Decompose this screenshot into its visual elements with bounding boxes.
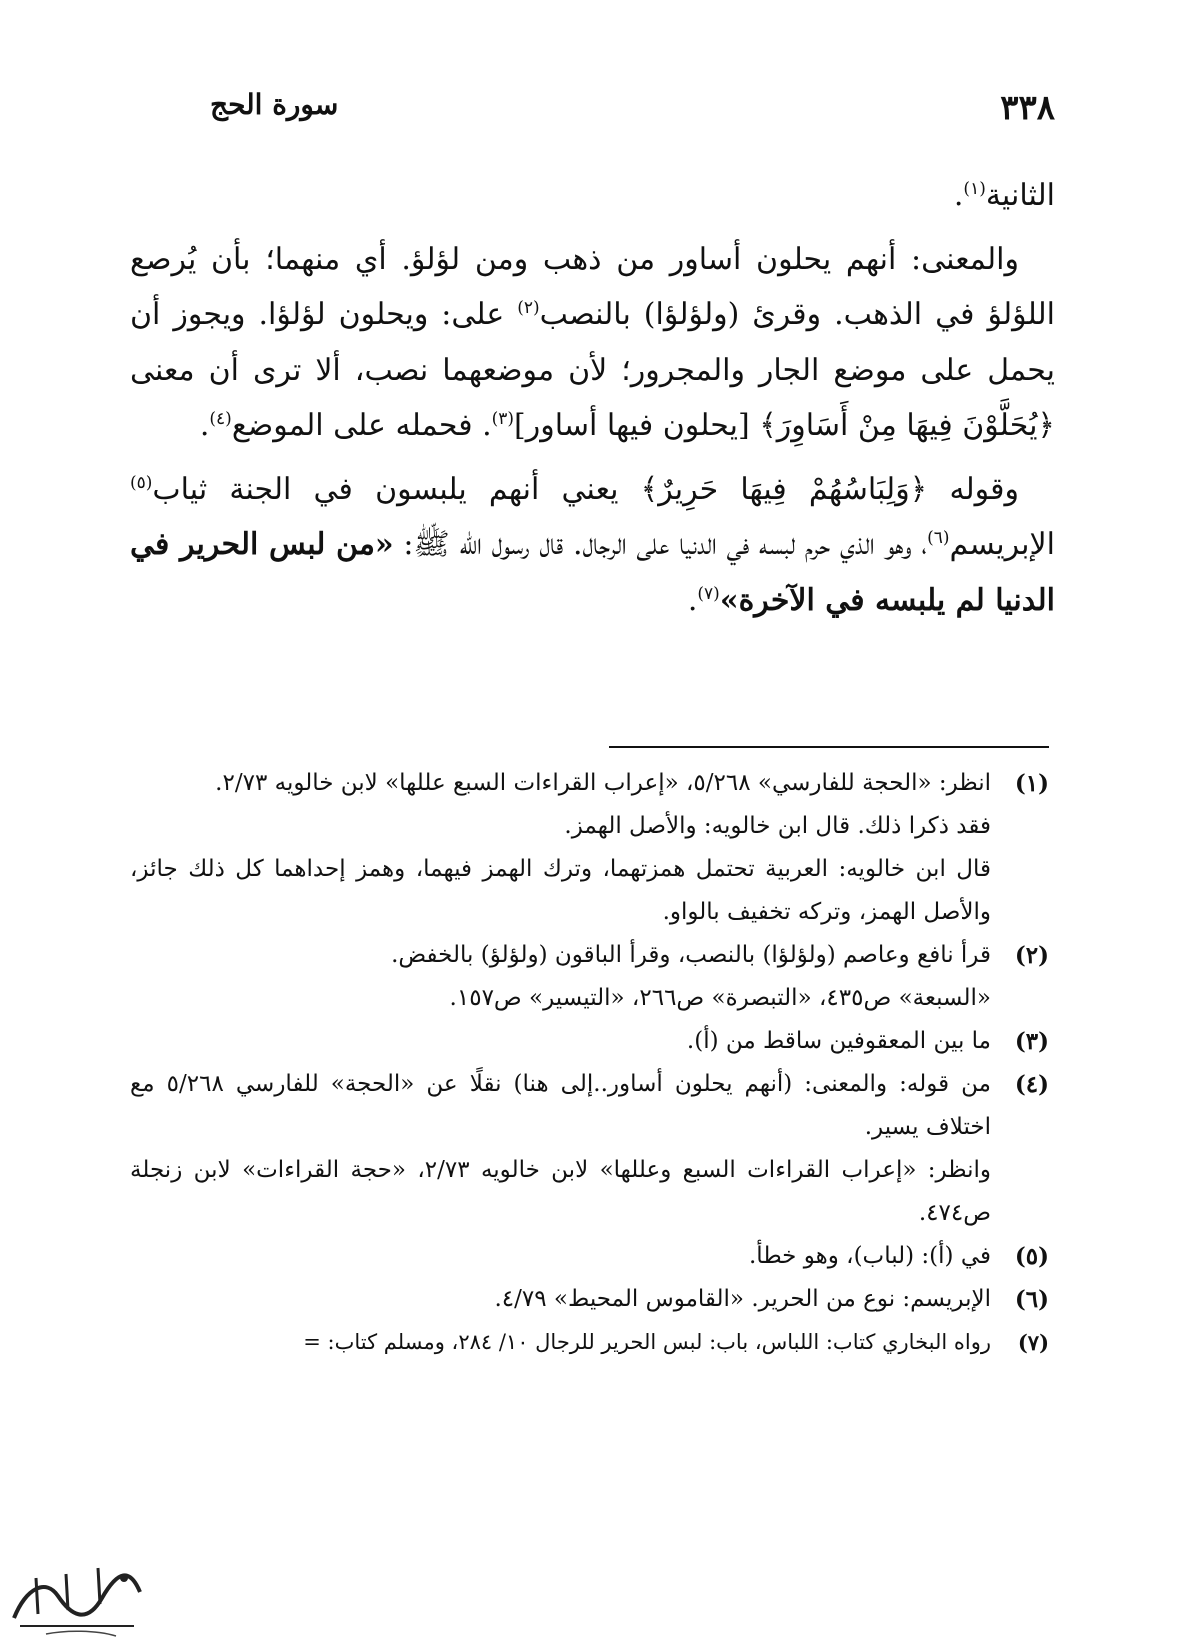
footnote-5: (٥) في (أ): (لباب)، وهو خطأ. xyxy=(130,1235,1049,1278)
footnote-number: (٤) xyxy=(1014,1071,1049,1098)
quran-quote: ﴿وَلِبَاسُهُمْ فِيهَا حَرِيرٌ﴾ xyxy=(640,471,928,507)
footnote-separator xyxy=(609,746,1049,748)
footnote-number: (٥) xyxy=(1014,1243,1049,1270)
footnote-ref: (٥) xyxy=(130,472,153,493)
footnote-number: (٦) xyxy=(1014,1286,1049,1313)
footnotes xyxy=(130,762,1049,1364)
footnote-1: (١) انظر: «الحجة للفارسي» ٥/٢٦٨، «إعراب القراءات السبع عللها» لابن خالويه ٢/٧٣. فقد ذكرا ذلك. قال ابن خالويه: والأصل الهمز. قال ابن خالويه: العربية تحتمل همزتهما، وترك الهمز فيهما، وهمز إحداهما كل ذلك جائز، والأصل الهمز، وتركه تخفيف بالواو. xyxy=(130,762,1049,934)
footnote-number: (٧) xyxy=(1017,1330,1049,1355)
running-title: سورة الحج xyxy=(210,88,339,121)
footnote-ref: (٧) xyxy=(697,583,720,604)
footnote-number: (٣) xyxy=(1014,1028,1049,1055)
footnote-2: (٢) قرأ نافع وعاصم (ولؤلؤا) بالنصب، وقرأ الباقون (ولؤلؤ) بالخفض. «السبعة» ص٤٣٥، «التبصرة» ص٢٦٦، «التيسير» ص١٥٧. xyxy=(130,934,1049,1020)
footnote-3: (٣) ما بين المعقوفين ساقط من (أ). xyxy=(130,1020,1049,1063)
footnote-6: (٦) الإبريسم: نوع من الحرير. «القاموس المحيط» ٤/٧٩. xyxy=(130,1278,1049,1321)
footnote-ref: (١) xyxy=(963,179,986,199)
main-text xyxy=(130,168,1055,628)
paragraph-2: والمعنى: أنهم يحلون أساور من ذهب ومن لؤلؤ. أي منهما؛ بأن يُرصع اللؤلؤ في الذهب. وقرئ (ولؤلؤا) بالنصب$^{(٢)}$ على: ويحلون لؤلؤا. ويجوز أن يحمل على موضع الجار والمجرور؛ لأن موضعهما نصب، ألا ترى أن معنى ﴿يُحَلَّوْنَ فِيهَا مِنْ أَسَاوِرَ﴾ [يحلون فيها أساور]$^{(٣)}$. فحمله على الموضع$^{(٤)}$. xyxy=(130,241,1055,443)
footnote-4: (٤) من قوله: والمعنى: (أنهم يحلون أساور..إلى هنا) نقلًا عن «الحجة» للفارسي ٥/٢٦٨ مع اختلاف يسير. وانظر: «إعراب القراءات السبع وعللها» لابن خالويه ٢/٧٣، «حجة القراءات» لابن زنجلة ص٤٧٤. xyxy=(130,1063,1049,1235)
paragraph-3: وقوله ﴿وَلِبَاسُهُمْ فِيهَا حَرِيرٌ﴾ يعني أنهم يلبسون في الجنة ثياب$^{(٥)}$ الإبريسم$^{(٦)}$، وهو الذي حرم لبسه في الدنيا على الرجال. قال رسول الله ﷺ: «من لبس الحرير في الدنيا لم يلبسه في الآخرة»$^{(٧)}$. xyxy=(130,471,1055,618)
footnote-ref: (٢) xyxy=(517,298,540,318)
footnote-ref: (٤) xyxy=(209,409,232,429)
footnote-number: (١) xyxy=(1014,770,1049,797)
quran-quote: ﴿يُحَلَّوْنَ فِيهَا مِنْ أَسَاوِرَ﴾ xyxy=(759,408,1055,443)
footnote-number: (٢) xyxy=(1014,942,1049,969)
page-header xyxy=(130,78,1055,138)
page-number: ٣٣٨ xyxy=(1000,88,1055,128)
paragraph-1: الثانية$^{(١)}$. xyxy=(953,178,1055,213)
hadith-quote: «من لبس الحرير في الدنيا لم يلبسه في الآخرة» xyxy=(130,527,1055,618)
footnote-ref: (٣) xyxy=(491,409,515,429)
publisher-seal-icon xyxy=(6,1548,146,1644)
footnote-ref: (٦) xyxy=(927,528,950,548)
footnote-7: (٧) رواه البخاري كتاب: اللباس، باب: لبس الحرير للرجال ١٠/ ٢٨٤، ومسلم كتاب: = xyxy=(130,1321,1049,1364)
